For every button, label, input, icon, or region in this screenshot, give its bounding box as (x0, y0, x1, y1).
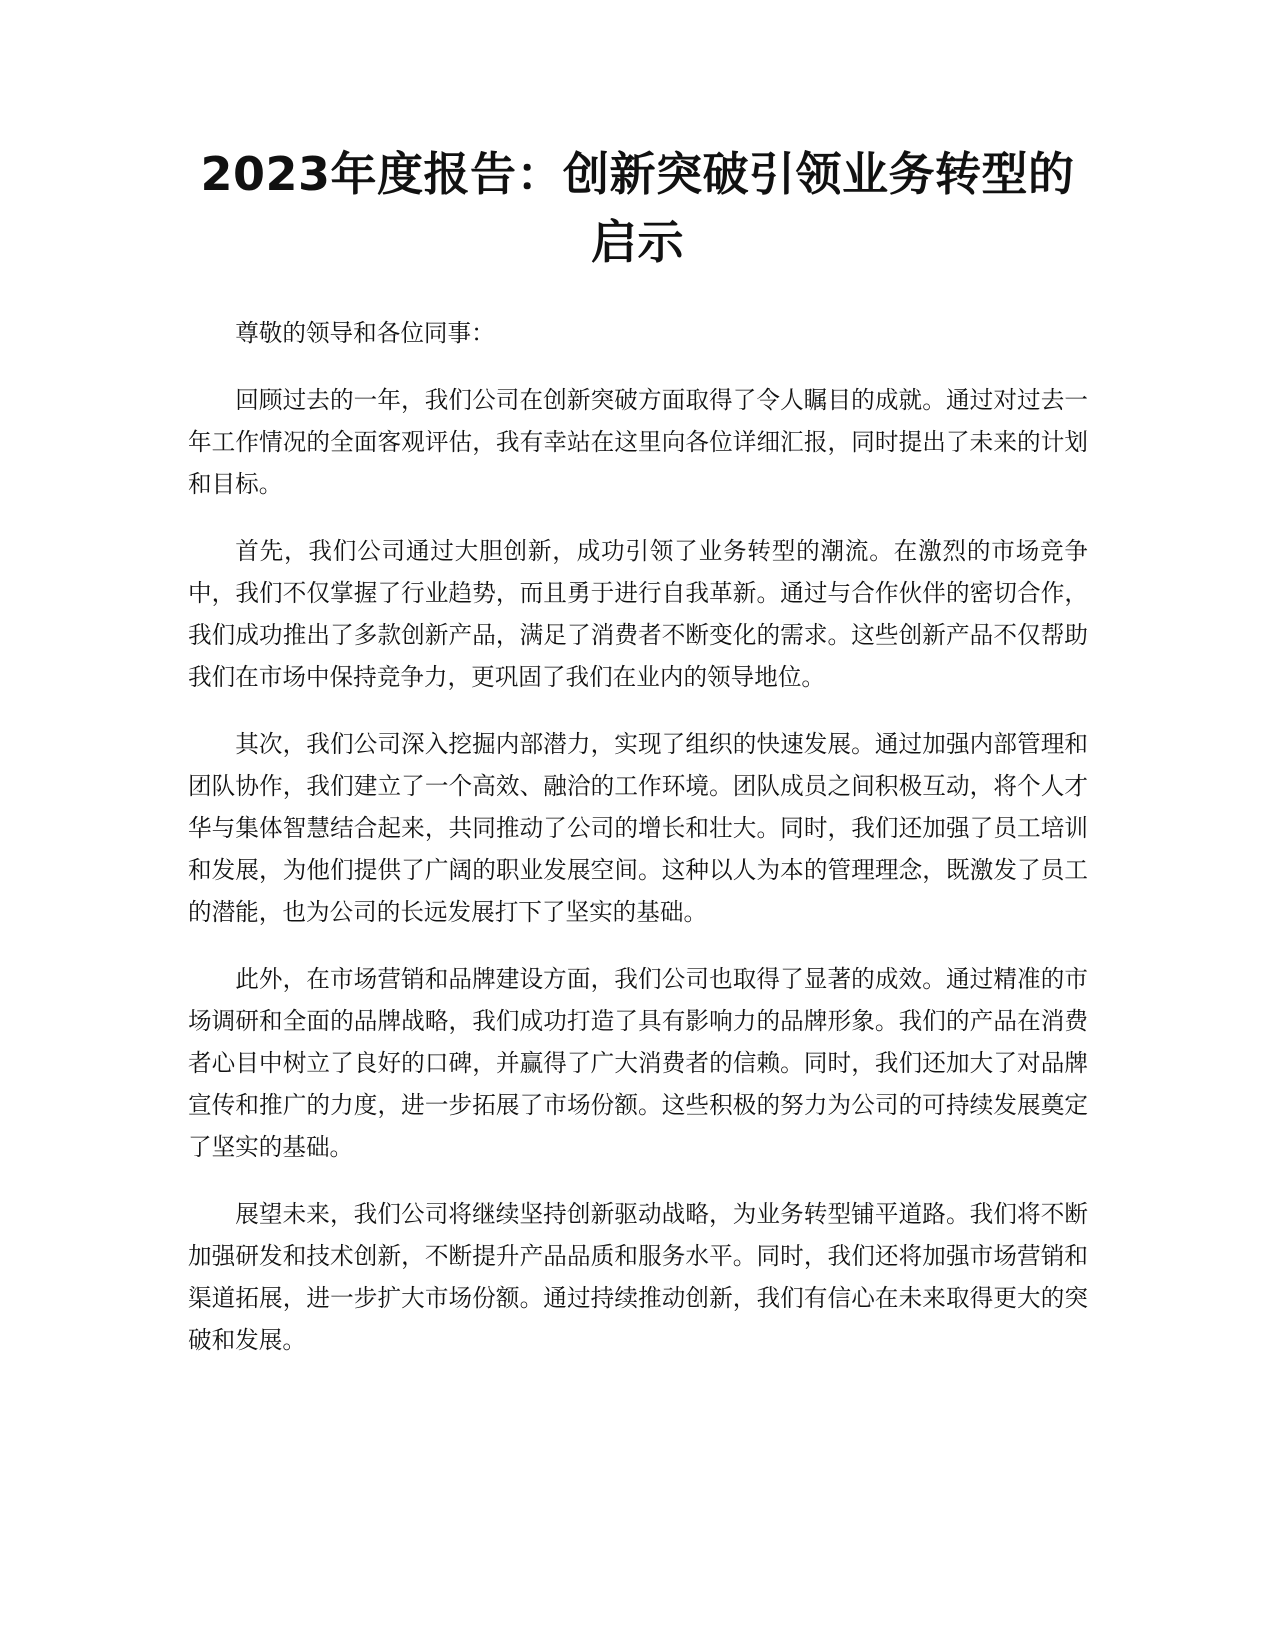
paragraph-marketing: 此外，在市场营销和品牌建设方面，我们公司也取得了显著的成效。通过精准的市场调研和全面的品牌战略，我们成功打造了具有影响力的品牌形象。我们的产品在消费者心目中树立了良好的口碑，并赢得了广大消费者的信赖。同时，我们还加大了对品牌宣传和推广的力度，进一步拓展了市场份额。这些积极的努力为公司的可持续发展奠定了坚实的基础。 (188, 965, 1088, 1161)
salutation: 尊敬的领导和各位同事： (235, 319, 495, 347)
paragraph-outlook: 展望未来，我们公司将继续坚持创新驱动战略，为业务转型铺平道路。我们将不断加强研发和技术创新，不断提升产品品质和服务水平。同时，我们还将加强市场营销和渠道拓展，进一步扩大市场份额。通过持续推动创新，我们有信心在未来取得更大的突破和发展。 (188, 1200, 1088, 1354)
document-body (188, 312, 1088, 1386)
paragraph-review: 回顾过去的一年，我们公司在创新突破方面取得了令人瞩目的成就。通过对过去一年工作情况的全面客观评估，我有幸站在这里向各位详细汇报，同时提出了未来的计划和目标。 (188, 386, 1088, 498)
document-title: 2023年度报告：创新突破引领业务转型的启示 (200, 147, 1075, 269)
paragraph-organization: 其次，我们公司深入挖掘内部潜力，实现了组织的快速发展。通过加强内部管理和团队协作，我们建立了一个高效、融洽的工作环境。团队成员之间积极互动，将个人才华与集体智慧结合起来，共同推动了公司的增长和壮大。同时，我们还加强了员工培训和发展，为他们提供了广阔的职业发展空间。这种以人为本的管理理念，既激发了员工的潜能，也为公司的长远发展打下了坚实的基础。 (188, 730, 1088, 926)
paragraph-innovation: 首先，我们公司通过大胆创新，成功引领了业务转型的潮流。在激烈的市场竞争中，我们不仅掌握了行业趋势，而且勇于进行自我革新。通过与合作伙伴的密切合作，我们成功推出了多款创新产品，满足了消费者不断变化的需求。这些创新产品不仅帮助我们在市场中保持竞争力，更巩固了我们在业内的领导地位。 (188, 537, 1088, 691)
